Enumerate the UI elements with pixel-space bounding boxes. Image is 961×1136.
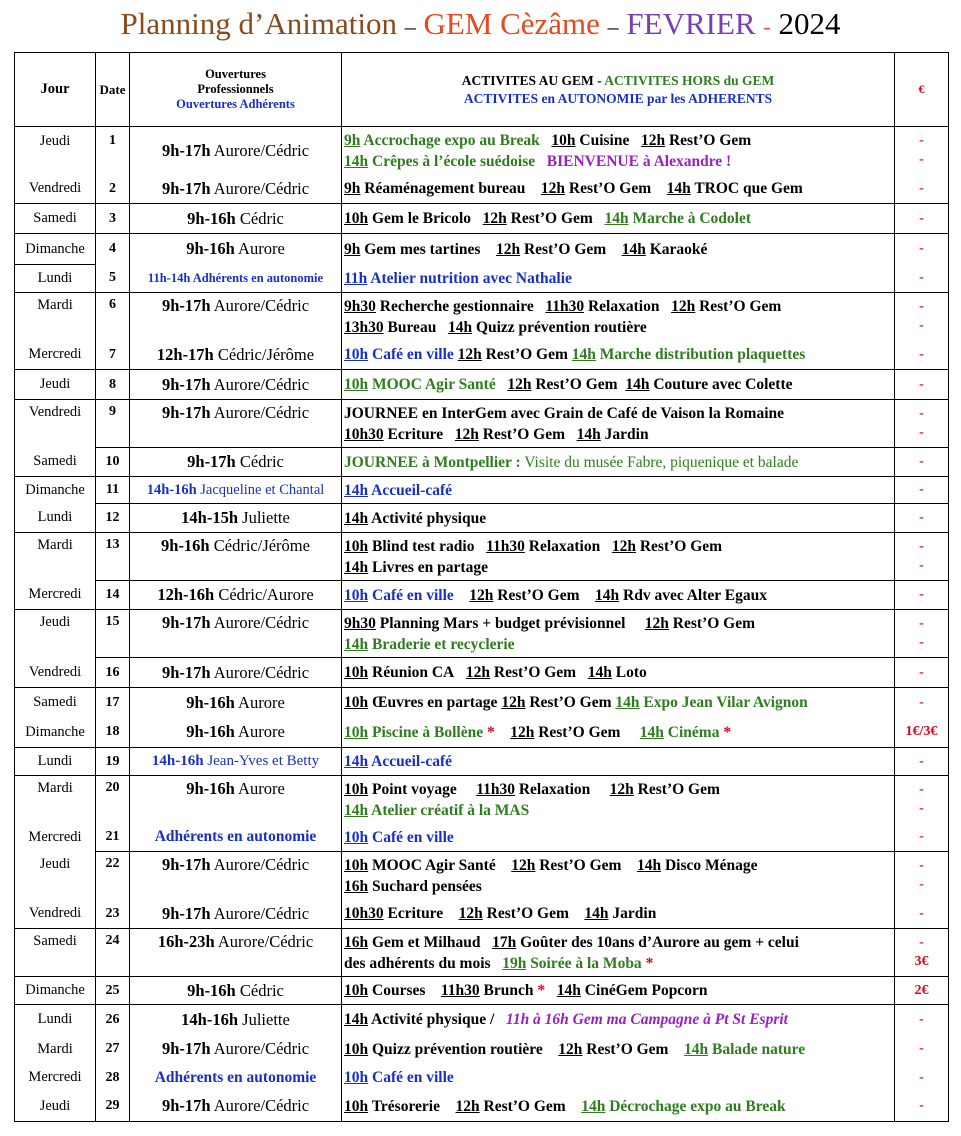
cell-activites: 9h30 Planning Mars + budget prévisionnel 12h Rest’O Gem 14h Braderie et recyclerie xyxy=(342,610,895,658)
cell-price: - xyxy=(895,1092,949,1122)
cell-jour: Jeudi xyxy=(15,370,96,400)
cell-date: 14 xyxy=(96,581,130,610)
table-row xyxy=(15,234,949,265)
cell-activites: 14h Accueil-café xyxy=(342,477,895,504)
table-row xyxy=(15,1092,949,1122)
header-jour: Jour xyxy=(15,53,96,127)
cell-price: - xyxy=(895,688,949,718)
cell-ouverture: Adhérents en autonomie xyxy=(130,824,342,852)
cell-activites: 14h Activité physique xyxy=(342,504,895,533)
cell-jour: Samedi xyxy=(15,448,96,477)
cell-jour: Dimanche xyxy=(15,718,96,748)
table-row xyxy=(15,533,949,581)
cell-activites: 10h Œuvres en partage 12h Rest’O Gem 14h Expo Jean Vilar Avignon xyxy=(342,688,895,718)
title-month: FEVRIER xyxy=(626,6,756,41)
cell-jour: Samedi xyxy=(15,929,96,977)
cell-jour: Vendredi xyxy=(15,400,96,448)
cell-date: 21 xyxy=(96,824,130,852)
header-ouvertures xyxy=(130,53,342,127)
cell-price: - xyxy=(895,900,949,929)
cell-date: 17 xyxy=(96,688,130,718)
table-row xyxy=(15,658,949,688)
cell-activites: 10h MOOC Agir Santé 12h Rest’O Gem 14h Disco Ménage 16h Suchard pensées xyxy=(342,852,895,900)
cell-price: - xyxy=(895,1005,949,1035)
cell-activites: 9h Gem mes tartines 12h Rest’O Gem 14h Karaoké xyxy=(342,234,895,265)
cell-ouverture: 9h-16h Aurore xyxy=(130,718,342,748)
cell-ouverture: 9h-16h Cédric xyxy=(130,204,342,234)
cell-jour: Vendredi xyxy=(15,175,96,204)
header-act-hors: ACTIVITES HORS du GEM xyxy=(604,72,775,88)
cell-date: 25 xyxy=(96,977,130,1005)
cell-price: - xyxy=(895,477,949,504)
cell-ouverture: 9h-17h Aurore/Cédric xyxy=(130,900,342,929)
cell-jour: Lundi xyxy=(15,265,96,293)
table-row xyxy=(15,1035,949,1064)
cell-price: - xyxy=(895,234,949,265)
title-year: 2024 xyxy=(778,6,841,41)
cell-activites: 10h Café en ville xyxy=(342,1064,895,1092)
cell-jour: Jeudi xyxy=(15,610,96,658)
table-row xyxy=(15,900,949,929)
table-row xyxy=(15,341,949,370)
cell-date: 15 xyxy=(96,610,130,658)
cell-price: - xyxy=(895,370,949,400)
cell-date: 23 xyxy=(96,900,130,929)
cell-activites: 9h Réaménagement bureau 12h Rest’O Gem 14h TROC que Gem xyxy=(342,175,895,204)
cell-jour: Mercredi xyxy=(15,581,96,610)
table-row xyxy=(15,718,949,748)
cell-ouverture: 9h-17h Aurore/Cédric xyxy=(130,175,342,204)
cell-price: - xyxy=(895,448,949,477)
cell-jour: Samedi xyxy=(15,204,96,234)
cell-jour: Mardi xyxy=(15,293,96,341)
cell-date: 28 xyxy=(96,1064,130,1092)
cell-price: - xyxy=(895,265,949,293)
cell-date: 2 xyxy=(96,175,130,204)
cell-jour: Samedi xyxy=(15,688,96,718)
cell-activites: 10h Quizz prévention routière 12h Rest’O Gem 14h Balade nature xyxy=(342,1035,895,1064)
cell-price: - xyxy=(895,204,949,234)
title-gem: GEM Cèzâme xyxy=(423,6,600,41)
cell-date: 18 xyxy=(96,718,130,748)
table-row xyxy=(15,370,949,400)
cell-activites: 9h Accrochage expo au Break 10h Cuisine 12h Rest’O Gem 14h Crêpes à l’école suédoise BIENVENUE à Alexandre ! xyxy=(342,127,895,175)
cell-ouverture: 14h-16h Juliette xyxy=(130,1005,342,1035)
table-row xyxy=(15,610,949,658)
cell-date: 10 xyxy=(96,448,130,477)
table-row xyxy=(15,776,949,824)
cell-ouverture: 9h-17h Aurore/Cédric xyxy=(130,127,342,175)
cell-ouverture: 9h-17h Aurore/Cédric xyxy=(130,610,342,658)
cell-date: 6 xyxy=(96,293,130,341)
cell-jour: Vendredi xyxy=(15,658,96,688)
table-row xyxy=(15,265,949,293)
cell-price: - - xyxy=(895,127,949,175)
cell-price: - xyxy=(895,504,949,533)
title-sep: - xyxy=(763,14,771,39)
cell-price: 2€ xyxy=(895,977,949,1005)
cell-date: 27 xyxy=(96,1035,130,1064)
cell-date: 20 xyxy=(96,776,130,824)
cell-ouverture: 9h-17h Aurore/Cédric xyxy=(130,293,342,341)
table-row xyxy=(15,824,949,852)
cell-jour: Dimanche xyxy=(15,477,96,504)
header-ouv-line2: Professionnels xyxy=(197,82,274,96)
cell-activites: 10h Piscine à Bollène * 12h Rest’O Gem 14h Cinéma * xyxy=(342,718,895,748)
cell-activites: 10h Réunion CA 12h Rest’O Gem 14h Loto xyxy=(342,658,895,688)
cell-date: 13 xyxy=(96,533,130,581)
cell-date: 5 xyxy=(96,265,130,293)
cell-date: 24 xyxy=(96,929,130,977)
cell-activites: 11h Atelier nutrition avec Nathalie xyxy=(342,265,895,293)
cell-activites: 9h30 Recherche gestionnaire 11h30 Relaxation 12h Rest’O Gem 13h30 Bureau 14h Quizz prévention routière xyxy=(342,293,895,341)
cell-price: - - xyxy=(895,400,949,448)
table-row xyxy=(15,929,949,977)
page-title xyxy=(0,4,961,47)
cell-ouverture: 12h-17h Cédric/Jérôme xyxy=(130,341,342,370)
cell-ouverture: 9h-16h Aurore xyxy=(130,234,342,265)
table-row xyxy=(15,477,949,504)
header-date: Date xyxy=(96,53,130,127)
header-euro: € xyxy=(895,53,949,127)
cell-ouverture: 9h-17h Aurore/Cédric xyxy=(130,370,342,400)
cell-jour: Vendredi xyxy=(15,900,96,929)
cell-activites: 10h Café en ville 12h Rest’O Gem 14h Rdv avec Alter Egaux xyxy=(342,581,895,610)
table-row xyxy=(15,504,949,533)
cell-ouverture: 9h-16h Cédric xyxy=(130,977,342,1005)
cell-price: - xyxy=(895,824,949,852)
header-activites xyxy=(342,53,895,127)
cell-ouverture: 9h-16h Aurore xyxy=(130,688,342,718)
cell-activites: JOURNEE à Montpellier : Visite du musée Fabre, piquenique et balade xyxy=(342,448,895,477)
cell-ouverture: 12h-16h Cédric/Aurore xyxy=(130,581,342,610)
cell-price: - - xyxy=(895,776,949,824)
cell-ouverture: 9h-17h Aurore/Cédric xyxy=(130,658,342,688)
cell-price: - - xyxy=(895,533,949,581)
cell-activites: 10h Courses 11h30 Brunch * 14h CinéGem Popcorn xyxy=(342,977,895,1005)
cell-price: - xyxy=(895,658,949,688)
cell-price: - xyxy=(895,341,949,370)
table-row xyxy=(15,175,949,204)
header-ouv-line1: Ouvertures xyxy=(205,67,266,81)
cell-date: 29 xyxy=(96,1092,130,1122)
cell-jour: Jeudi xyxy=(15,127,96,175)
cell-price: - - xyxy=(895,610,949,658)
cell-price: - xyxy=(895,748,949,776)
cell-date: 4 xyxy=(96,234,130,265)
header-act-gem: ACTIVITES AU GEM - xyxy=(461,72,602,88)
planning-table xyxy=(14,52,949,1122)
cell-activites: 10h Trésorerie 12h Rest’O Gem 14h Décrochage expo au Break xyxy=(342,1092,895,1122)
cell-ouverture: 9h-17h Cédric xyxy=(130,448,342,477)
cell-activites: 10h MOOC Agir Santé 12h Rest’O Gem 14h Couture avec Colette xyxy=(342,370,895,400)
cell-jour: Jeudi xyxy=(15,1092,96,1122)
cell-ouverture: 14h-15h Juliette xyxy=(130,504,342,533)
cell-activites: 10h Café en ville xyxy=(342,824,895,852)
cell-ouverture: 11h-14h Adhérents en autonomie xyxy=(130,265,342,293)
cell-ouverture: 9h-17h Aurore/Cédric xyxy=(130,400,342,448)
cell-date: 1 xyxy=(96,127,130,175)
cell-ouverture: 9h-17h Aurore/Cédric xyxy=(130,1092,342,1122)
cell-price: - xyxy=(895,1035,949,1064)
cell-activites: 14h Accueil-café xyxy=(342,748,895,776)
cell-activites: JOURNEE en InterGem avec Grain de Café de Vaison la Romaine 10h30 Ecriture 12h Rest’O Gem 14h Jardin xyxy=(342,400,895,448)
table-row xyxy=(15,1064,949,1092)
cell-date: 11 xyxy=(96,477,130,504)
header-row xyxy=(15,53,949,127)
cell-date: 8 xyxy=(96,370,130,400)
cell-activites: 10h Blind test radio 11h30 Relaxation 12h Rest’O Gem 14h Livres en partage xyxy=(342,533,895,581)
header-ouv-line3: Ouvertures Adhérents xyxy=(176,97,295,111)
cell-jour: Mercredi xyxy=(15,1064,96,1092)
cell-ouverture: 9h-16h Aurore xyxy=(130,776,342,824)
table-row xyxy=(15,852,949,900)
cell-date: 12 xyxy=(96,504,130,533)
cell-date: 26 xyxy=(96,1005,130,1035)
cell-activites: 10h Café en ville 12h Rest’O Gem 14h Marche distribution plaquettes xyxy=(342,341,895,370)
table-row xyxy=(15,448,949,477)
cell-jour: Dimanche xyxy=(15,234,96,265)
cell-date: 22 xyxy=(96,852,130,900)
cell-price: - - xyxy=(895,852,949,900)
table-row xyxy=(15,400,949,448)
cell-date: 7 xyxy=(96,341,130,370)
cell-jour: Mardi xyxy=(15,1035,96,1064)
cell-activites: 10h Gem le Bricolo 12h Rest’O Gem 14h Marche à Codolet xyxy=(342,204,895,234)
cell-ouverture: 9h-17h Aurore/Cédric xyxy=(130,852,342,900)
cell-price: - xyxy=(895,581,949,610)
cell-price: 1€/3€ xyxy=(895,718,949,748)
title-planning: Planning d’Animation xyxy=(120,6,397,41)
cell-price: - xyxy=(895,175,949,204)
cell-jour: Mercredi xyxy=(15,824,96,852)
table-row xyxy=(15,688,949,718)
cell-jour: Lundi xyxy=(15,504,96,533)
cell-ouverture: Adhérents en autonomie xyxy=(130,1064,342,1092)
cell-jour: Jeudi xyxy=(15,852,96,900)
cell-date: 19 xyxy=(96,748,130,776)
cell-activites: 10h30 Ecriture 12h Rest’O Gem 14h Jardin xyxy=(342,900,895,929)
title-sep: – xyxy=(607,14,619,39)
cell-jour: Lundi xyxy=(15,748,96,776)
cell-jour: Mardi xyxy=(15,776,96,824)
cell-date: 16 xyxy=(96,658,130,688)
cell-date: 9 xyxy=(96,400,130,448)
cell-ouverture: 9h-17h Aurore/Cédric xyxy=(130,1035,342,1064)
cell-ouverture: 16h-23h Aurore/Cédric xyxy=(130,929,342,977)
header-act-autonomie: ACTIVITES en AUTONOMIE par les ADHERENTS xyxy=(463,90,773,106)
cell-date: 3 xyxy=(96,204,130,234)
title-sep: – xyxy=(404,14,416,39)
table-row xyxy=(15,127,949,175)
table-row xyxy=(15,1005,949,1035)
cell-activites: 16h Gem et Milhaud 17h Goûter des 10ans d’Aurore au gem + celui des adhérents du mois 19h Soirée à la Moba * xyxy=(342,929,895,977)
cell-activites: 10h Point voyage 11h30 Relaxation 12h Rest’O Gem 14h Atelier créatif à la MAS xyxy=(342,776,895,824)
cell-jour: Dimanche xyxy=(15,977,96,1005)
cell-jour: Lundi xyxy=(15,1005,96,1035)
cell-jour: Mardi xyxy=(15,533,96,581)
cell-price: - xyxy=(895,1064,949,1092)
cell-price: - 3€ xyxy=(895,929,949,977)
cell-ouverture: 14h-16h Jean-Yves et Betty xyxy=(130,748,342,776)
table-row xyxy=(15,977,949,1005)
cell-jour: Mercredi xyxy=(15,341,96,370)
cell-ouverture: 14h-16h Jacqueline et Chantal xyxy=(130,477,342,504)
table-row xyxy=(15,293,949,341)
table-row xyxy=(15,581,949,610)
table-row xyxy=(15,748,949,776)
cell-price: - - xyxy=(895,293,949,341)
table-row xyxy=(15,204,949,234)
cell-ouverture: 9h-16h Cédric/Jérôme xyxy=(130,533,342,581)
cell-activites: 14h Activité physique / 11h à 16h Gem ma Campagne à Pt St Esprit xyxy=(342,1005,895,1035)
